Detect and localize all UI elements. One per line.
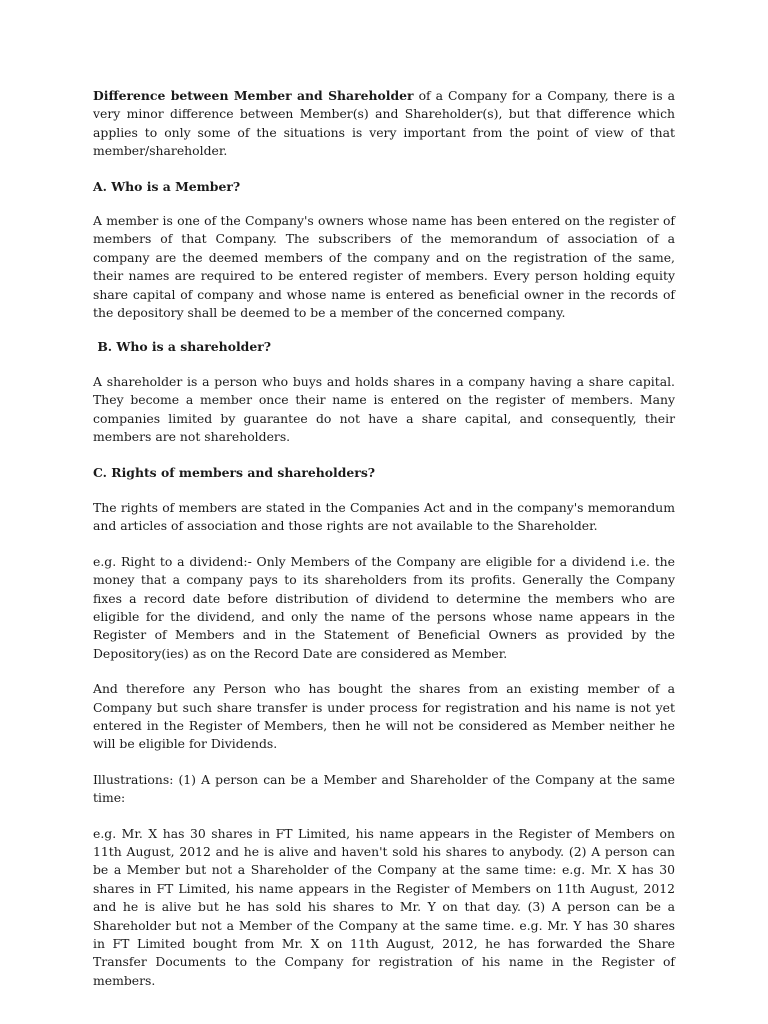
document-page: [93, 87, 675, 1008]
intro-text: of a Company for a Company, there is a very minor difference between Member(s) and Shareholder(s), but that difference which applies to only some of the situations is very important from the point of view of that member/shareholder.: [93, 88, 675, 159]
section-c-therefore: And therefore any Person who has bought the shares from an existing member of a Company but such share transfer is under process for registration and his name is not yet entered in the Register of Members, then he will not be considered as Member neither he will be eligible for Dividends.: [93, 681, 675, 752]
section-a-heading: A. Who is a Member?: [93, 178, 241, 194]
intro-bold-title: Difference between Member and Shareholder: [93, 88, 414, 103]
section-c-illustration-detail: e.g. Mr. X has 30 shares in FT Limited, his name appears in the Register of Members on 11th August, 2012 and he is alive and haven't sold his shares to anybody. (2) A person can be a Member but not a Shareholder of the Company at the same time: e.g. Mr. X has 30 shares in FT Limited, his name appears in the Register of Members on 11th August, 2012 and he is alive but he has sold his shares to Mr. Y on that day. (3) A person can be a Shareholder but not a Member of the Company at the same time. e.g. Mr. Y has 30 shares in FT Limited bought from Mr. X on 11th August, 2012, he has forwarded the Share Transfer Documents to the Company for registration of his name in the Register of members.: [93, 825, 675, 988]
section-b-heading: B. Who is a shareholder?: [93, 339, 271, 355]
section-c-example: e.g. Right to a dividend:- Only Members of the Company are eligible for a dividend i.e. the money that a company pays to its shareholders from its profits. Generally the Company fixes a record date before distribution of dividend to determine the members who are eligible for the dividend, and only the name of the persons whose name appears in the Register of Members and in the Statement of Beneficial Owners as provided by the Depository(ies) as on the Record Date are considered as Member.: [93, 553, 675, 661]
section-c-heading: C. Rights of members and shareholders?: [93, 464, 376, 480]
intro-paragraph: [93, 87, 675, 161]
section-a-body: A member is one of the Company's owners whose name has been entered on the register of members of that Company. The subscribers of the memorandum of association of a company are the deemed members of the company and on the registration of the same, their names are required to be entered register of members. Every person holding equity share capital of company and whose name is entered as beneficial owner in the records of the depository shall be deemed to be a member of the concerned company.: [93, 213, 675, 321]
section-b-body: A shareholder is a person who buys and holds shares in a company having a share capital. They become a member once their name is entered on the register of members. Many companies limited by guarantee do not have a share capital, and consequently, their members are not shareholders.: [93, 373, 675, 445]
section-c-illustrations: Illustrations: (1) A person can be a Member and Shareholder of the Company at the same time:: [93, 771, 675, 806]
section-c-body: The rights of members are stated in the Companies Act and in the company's memorandum and articles of association and those rights are not available to the Shareholder.: [93, 499, 675, 534]
